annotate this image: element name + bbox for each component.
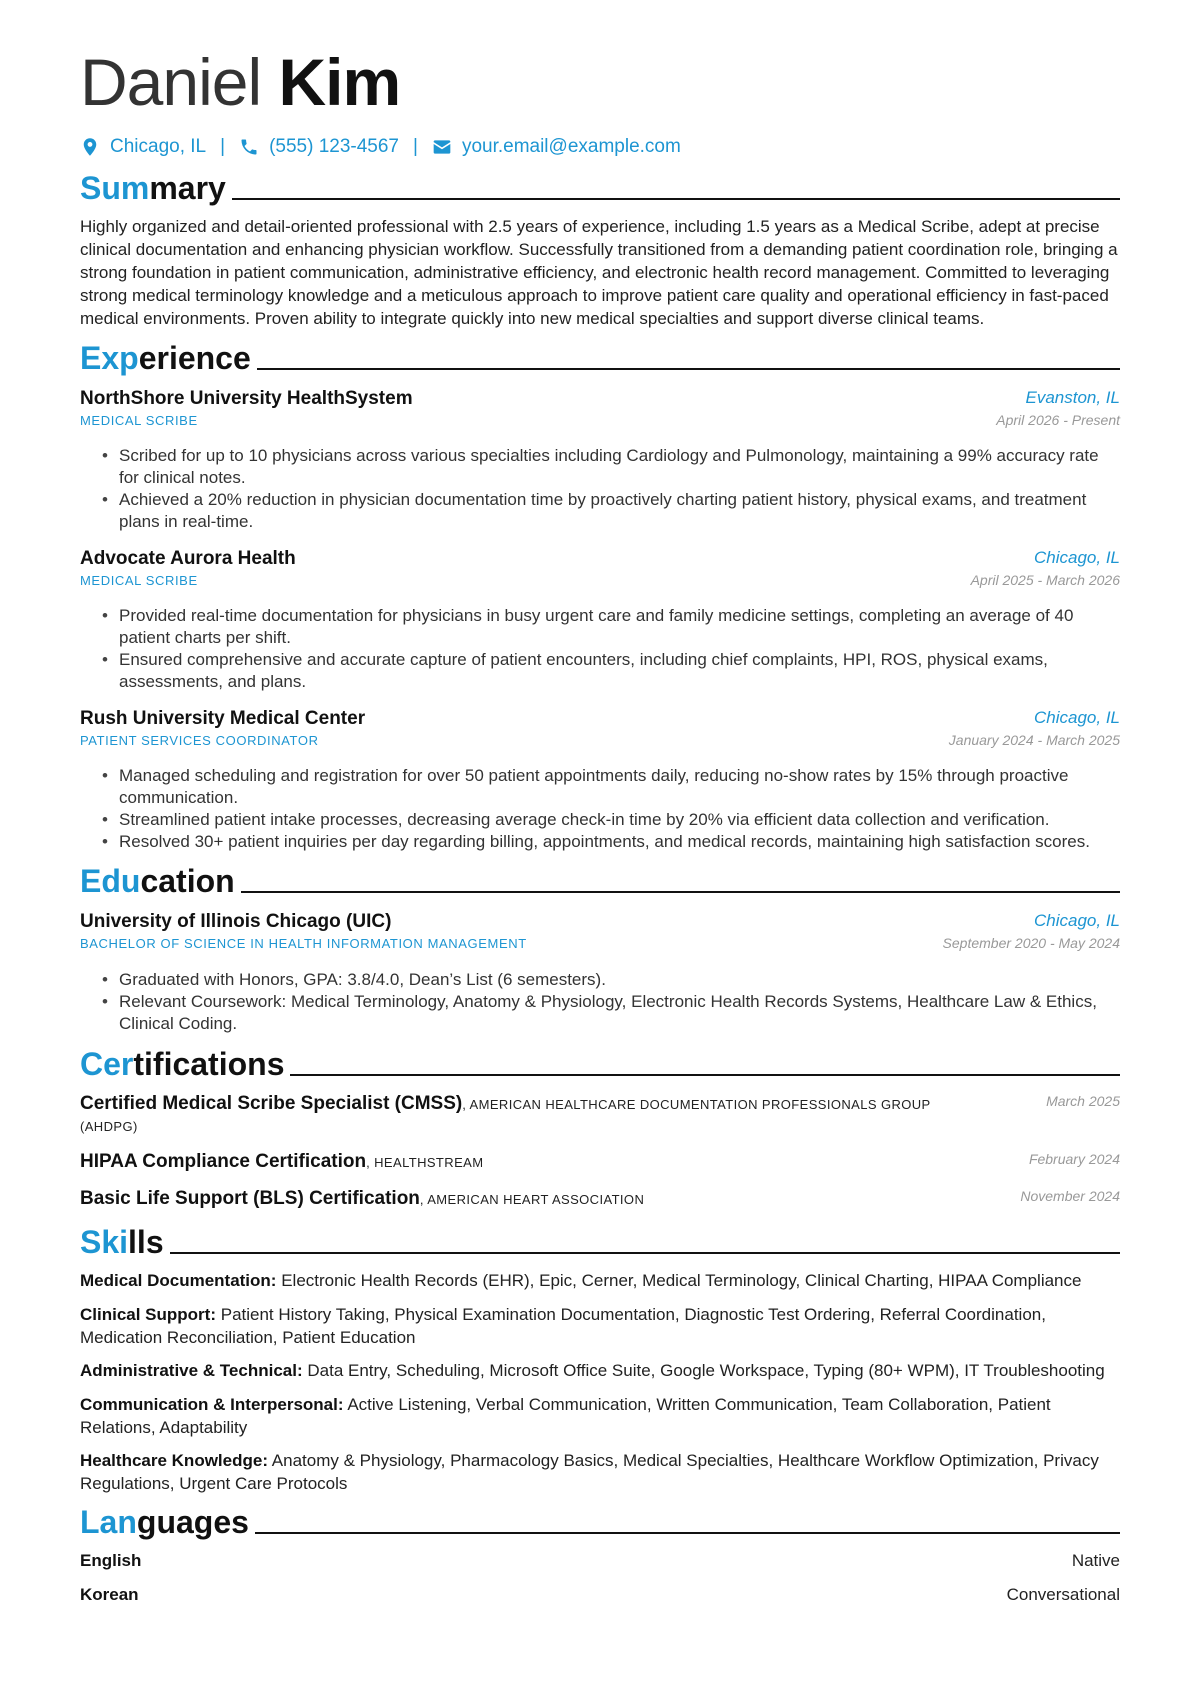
skill-group: [80, 1359, 1120, 1382]
bullet-item: • Provided real-time documentation for physicians in busy urgent care and family medicine settings, completing an average of 40 patient charts per shift.: [80, 605, 1120, 649]
education-dates: September 2020 - May 2024: [942, 935, 1120, 951]
job-dates: January 2024 - March 2025: [948, 732, 1120, 748]
skill-label: Healthcare Knowledge:: [80, 1451, 268, 1470]
employer-name: Advocate Aurora Health: [80, 548, 296, 569]
certification-date: November 2024: [1020, 1188, 1120, 1204]
certifications-heading: Certifications: [80, 1044, 1120, 1084]
school-location: Chicago, IL: [1034, 911, 1120, 930]
language-name: English: [80, 1551, 142, 1570]
skill-label: Clinical Support:: [80, 1305, 216, 1324]
map-pin-icon: [80, 137, 100, 157]
job-location: Chicago, IL: [1034, 708, 1120, 727]
job-title: PATIENT SERVICES COORDINATOR: [80, 733, 319, 748]
phone-icon: [239, 137, 259, 157]
bullet-item: • Graduated with Honors, GPA: 3.8/4.0, Dean’s List (6 semesters).: [80, 969, 1120, 991]
language-level: Native: [1071, 1551, 1120, 1570]
skill-group: [80, 1269, 1120, 1292]
bullet-item: • Scribed for up to 10 physicians across various specialties including Cardiology and Pulmonology, maintaining a 99% accuracy rate for clinical notes.: [80, 445, 1120, 489]
skill-values: Data Entry, Scheduling, Microsoft Office Suite, Google Workspace, Typing (80+ WPM), IT Troubleshooting: [307, 1361, 1105, 1380]
bullet-item: • Managed scheduling and registration for over 50 patient appointments daily, reducing no-show rates by 15% through proactive communication.: [80, 765, 1120, 809]
certification-issuer: HEALTHSTREAM: [374, 1155, 484, 1170]
section-rule: [241, 891, 1120, 893]
certification-item: HIPAA Compliance Certification, HEALTHSTREAM February 2024: [80, 1151, 1120, 1172]
job-dates: April 2025 - March 2026: [970, 572, 1120, 588]
job-title: MEDICAL SCRIBE: [80, 573, 198, 588]
phone-text: (555) 123-4567: [269, 136, 399, 157]
skill-values: Active Listening, Verbal Communication, Written Communication, Team Collaboration, Patient Relations, Adaptability: [80, 1395, 1051, 1437]
contact-separator: |: [220, 136, 226, 157]
last-name: Kim: [278, 45, 401, 119]
language-name: Korean: [80, 1585, 139, 1604]
certification-item: Certified Medical Scribe Specialist (CMSS), AMERICAN HEALTHCARE DOCUMENTATION PROFESSIONALS GROUP (AHDPG) March 2025: [80, 1093, 1120, 1134]
experience-heading: Experience: [80, 338, 1120, 378]
job-dates: April 2026 - Present: [996, 412, 1120, 428]
section-rule: [290, 1074, 1120, 1076]
bullet-item: • Streamlined patient intake processes, decreasing average check-in time by 20% via efficient data collection and verification.: [80, 809, 1120, 831]
education-bullets: [80, 969, 1120, 1035]
bullet-item: • Achieved a 20% reduction in physician documentation time by proactively charting patient history, physical exams, and treatment plans in real-time.: [80, 489, 1120, 533]
job-location: Evanston, IL: [1025, 388, 1120, 407]
employer-name: NorthShore University HealthSystem: [80, 388, 413, 409]
section-rule: [257, 368, 1120, 370]
skill-group: [80, 1393, 1120, 1439]
certification-date: February 2024: [1028, 1151, 1120, 1167]
contact-phone[interactable]: [239, 136, 399, 158]
contact-location: [80, 136, 206, 158]
skill-label: Communication & Interpersonal:: [80, 1395, 344, 1414]
degree-name: BACHELOR OF SCIENCE IN HEALTH INFORMATION MANAGEMENT: [80, 936, 527, 951]
language-level: Conversational: [1006, 1585, 1120, 1604]
first-name: Daniel: [80, 45, 262, 119]
certification-issuer: AMERICAN HEART ASSOCIATION: [427, 1192, 645, 1207]
job-title: MEDICAL SCRIBE: [80, 413, 198, 428]
email-text: your.email@example.com: [461, 136, 681, 157]
bullet-item: • Resolved 30+ patient inquiries per day regarding billing, appointments, and medical records, maintaining high satisfaction scores.: [80, 831, 1120, 853]
skill-group: [80, 1449, 1120, 1495]
school-name: University of Illinois Chicago (UIC): [80, 911, 392, 932]
bullet-item: • Ensured comprehensive and accurate capture of patient encounters, including chief complaints, HPI, ROS, physical exams, assessments, and plans.: [80, 649, 1120, 693]
certification-name: HIPAA Compliance Certification: [80, 1151, 367, 1172]
candidate-name: [80, 44, 400, 120]
skill-values: Anatomy & Physiology, Pharmacology Basics, Medical Specialties, Healthcare Workflow Optimization, Privacy Regulations, Urgent Care Protocols: [80, 1451, 1099, 1493]
skill-label: Medical Documentation:: [80, 1271, 277, 1290]
skill-label: Administrative & Technical:: [80, 1361, 303, 1380]
language-row: [80, 1551, 1120, 1575]
language-row: [80, 1585, 1120, 1609]
job-location: Chicago, IL: [1034, 548, 1120, 567]
section-rule: [170, 1252, 1120, 1254]
bullet-item: • Relevant Coursework: Medical Terminology, Anatomy & Physiology, Electronic Health Records Systems, Healthcare Law & Ethics, Clinical Coding.: [80, 991, 1120, 1035]
contact-separator: |: [413, 136, 418, 157]
contact-email[interactable]: [432, 136, 681, 158]
experience-bullets: [80, 445, 1120, 533]
experience-bullets: [80, 605, 1120, 693]
employer-name: Rush University Medical Center: [80, 708, 366, 729]
contact-line: [80, 132, 681, 162]
summary-text: Highly organized and detail-oriented professional with 2.5 years of experience, including 1.5 years as a Medical Scribe, adept at precise clinical documentation and enhancing physician workflow. Successfully transitioned from a demanding patient coordination role, bringing a strong foundation in patient communication, administrative efficiency, and electronic health record management. Committed to leveraging strong medical terminology knowledge and a meticulous approach to improve patient care quality and operational efficiency in fast-paced medical environments. Proven ability to integrate quickly into new medical specialties and support diverse clinical teams.: [80, 217, 1118, 328]
languages-heading: Languages: [80, 1502, 1120, 1542]
location-text: Chicago, IL: [110, 136, 207, 157]
skills-heading: Skills: [80, 1222, 1120, 1262]
experience-bullets: [80, 765, 1120, 853]
envelope-icon: [432, 137, 452, 157]
section-rule: [232, 198, 1120, 200]
summary-heading: Summary: [80, 168, 1120, 208]
skill-values: Patient History Taking, Physical Examination Documentation, Diagnostic Test Ordering, Referral Coordination, Medication Reconciliation, Patient Education: [80, 1305, 1046, 1347]
skill-group: [80, 1303, 1120, 1349]
certification-date: March 2025: [1046, 1093, 1120, 1109]
education-heading: Education: [80, 861, 1120, 901]
certification-name: Basic Life Support (BLS) Certification: [80, 1188, 420, 1209]
section-rule: [255, 1532, 1120, 1534]
certification-name: Certified Medical Scribe Specialist (CMSS): [80, 1093, 463, 1114]
skill-values: Electronic Health Records (EHR), Epic, Cerner, Medical Terminology, Clinical Charting, HIPAA Compliance: [281, 1271, 1082, 1290]
certification-item: Basic Life Support (BLS) Certification, AMERICAN HEART ASSOCIATION November 2024: [80, 1188, 1120, 1209]
certification-issuer: AMERICAN HEALTHCARE DOCUMENTATION PROFESSIONALS GROUP (AHDPG): [80, 1097, 931, 1134]
